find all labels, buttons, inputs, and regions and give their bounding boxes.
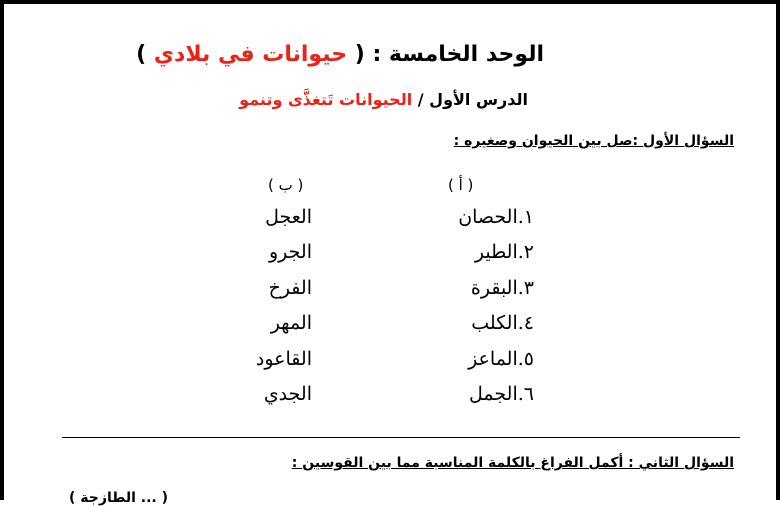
column-b-item: الفرخ (268, 276, 312, 299)
column-b-list (256, 204, 312, 416)
column-b-item: الجدي (263, 382, 312, 405)
unit-title-highlight: حيوانات في بلادي (146, 42, 355, 67)
column-b-item: الجرو (269, 241, 312, 264)
column-a-item: ٢.الطير (474, 241, 534, 264)
unit-title-prefix: الوحد الخامسة : ( (354, 42, 544, 67)
column-b-header: ( ب ) (268, 176, 304, 194)
column-a-list (458, 204, 534, 416)
column-a-item: ٦.الجمل (469, 382, 534, 405)
page-border-left (0, 0, 4, 500)
page-border-right (776, 0, 780, 500)
question2-heading: السؤال الثاني : أكمل الفراغ بالكلمة المناسبة مما بين القوسين : (291, 455, 734, 471)
column-a-item: ٥.الماعز (468, 347, 534, 370)
section-divider (62, 437, 740, 438)
column-a-item: ٤.الكلب (471, 312, 534, 335)
column-b-item: العجل (265, 206, 312, 228)
unit-title (136, 42, 544, 67)
question1-heading: السؤال الأول :صل بين الحيوان وصغيره : (453, 133, 734, 149)
question2-partial-line: ( ... الطازجة ) (69, 490, 168, 506)
lesson-title (239, 90, 528, 109)
column-b-item: المهر (270, 312, 312, 335)
unit-title-suffix: ) (136, 42, 147, 67)
column-a-item: ٣.البقرة (470, 276, 534, 299)
column-a-header: ( أ ) (448, 176, 474, 194)
lesson-highlight: الحيوانات تَتغذَّى وتنمو (239, 90, 418, 109)
column-b-item: القاعود (255, 347, 312, 370)
column-a-item: ١.الحصان (458, 206, 534, 228)
page-border-top (0, 0, 780, 4)
lesson-prefix: الدرس الأول / (417, 90, 528, 109)
